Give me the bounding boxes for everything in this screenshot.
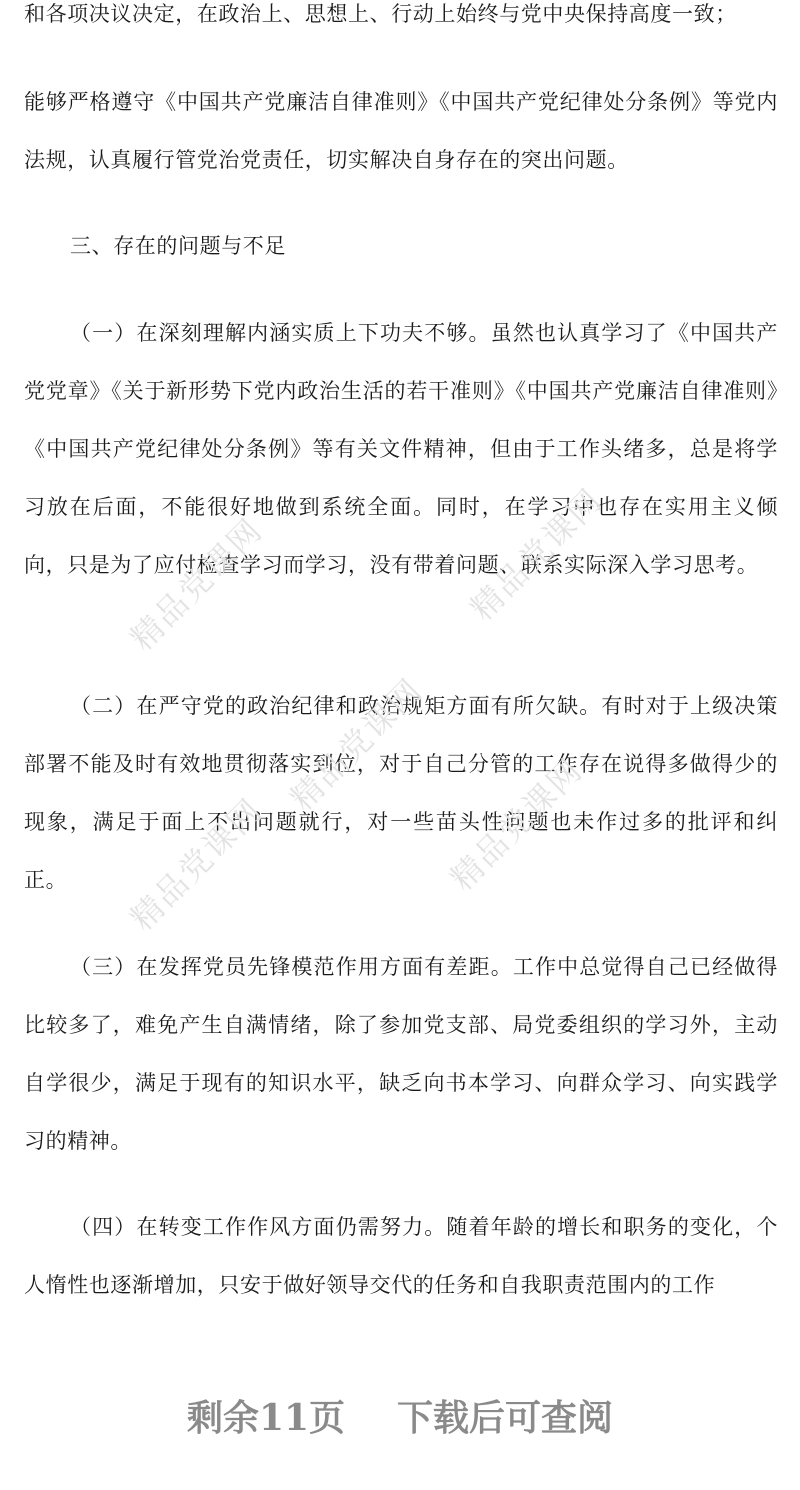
- download-banner[interactable]: [0, 1380, 800, 1450]
- remaining-pages-label[interactable]: 剩余11页: [186, 1396, 346, 1439]
- watermark-text: 精品党课网: [442, 750, 590, 898]
- paragraph-problem-3: （三）在发挥党员先锋模范作用方面有差距。工作中总觉得自己已经做得比较多了，难免产生自满情绪，除了参加党支部、局党委组织的学习外，主动自学很少，满足于现有的知识水平，缺乏向书本学习、向群众学习、向实践学习的精神。: [24, 955, 778, 1153]
- watermark-text: 精品党课网: [282, 670, 430, 818]
- watermark-text: 精品党课网: [122, 510, 270, 658]
- paragraph-regulations: 能够严格遵守《中国共产党廉洁自律准则》《中国共产党纪律处分条例》等党内法规，认真履行管党治党责任，切实解决自身存在的突出问题。: [24, 90, 778, 172]
- paragraph-problem-4: （四）在转变工作作风方面仍需努力。随着年龄的增长和职务的变化，个人惰性也逐渐增加，只安于做好领导交代的任务和自我职责范围内的工作: [24, 1215, 778, 1297]
- paragraph-continuation: 和各项决议决定，在政治上、思想上、行动上始终与党中央保持高度一致；: [24, 2, 737, 26]
- watermark-text: 精品党课网: [462, 480, 610, 628]
- section-heading-problems: 三、存在的问题与不足: [70, 234, 286, 258]
- paragraph-problem-2: （二）在严守党的政治纪律和政治规矩方面有所欠缺。有时对于上级决策部署不能及时有效地贯彻落实到位，对于自己分管的工作存在说得多做得少的现象，满足于面上不出问题就行，对一些苗头性问题也未作过多的批评和纠正。: [24, 694, 778, 892]
- watermark-text: 精品党课网: [122, 790, 270, 938]
- download-to-view-label[interactable]: 下载后可查阅: [397, 1396, 614, 1439]
- paragraph-problem-1: （一）在深刻理解内涵实质上下功夫不够。虽然也认真学习了《中国共产党党章》《关于新形势下党内政治生活的若干准则》《中国共产党廉洁自律准则》《中国共产党纪律处分条例》等有关文件精神，但由于工作头绪多，总是将学习放在后面，不能很好地做到系统全面。同时，在学习中也存在实用主义倾向，只是为了应付检查学习而学习，没有带着问题、联系实际深入学习思考。: [24, 321, 778, 577]
